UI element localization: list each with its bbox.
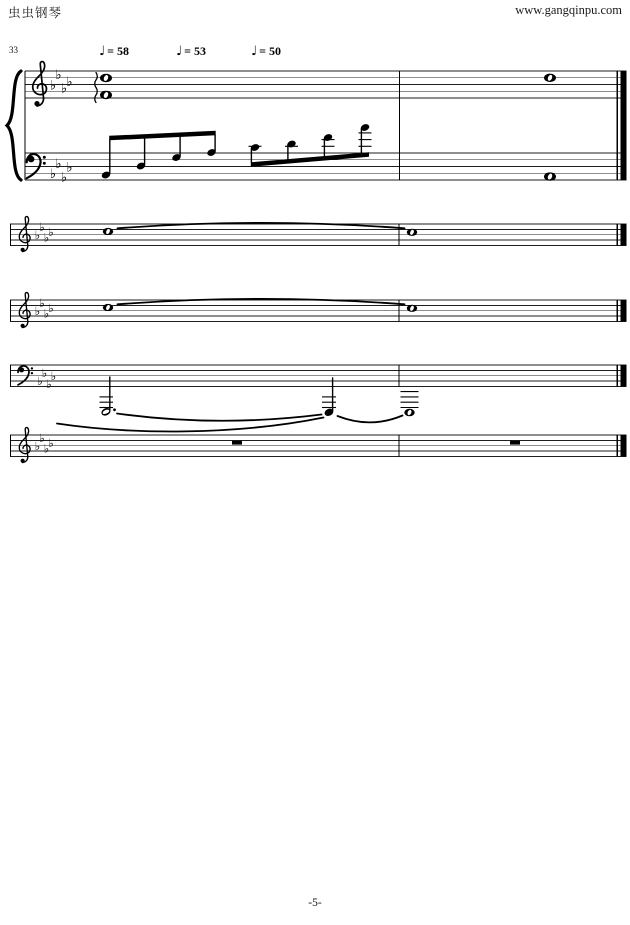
staff-lines [10,300,627,321]
svg-text:♭: ♭ [55,156,62,172]
whole-rest [232,441,242,445]
whole-note [407,305,417,312]
svg-text:♭: ♭ [39,430,45,445]
treble-clef-icon [19,217,30,252]
svg-text:♭: ♭ [49,167,57,183]
dotted-half-note [100,377,116,417]
svg-text:♭: ♭ [43,441,50,456]
svg-text:♭: ♭ [46,376,52,391]
staff-lines [10,435,627,456]
whole-note [401,392,419,417]
staff-3 [10,293,627,328]
treble-clef-icon [33,62,47,107]
barline [399,224,400,245]
site-name: 虫虫钢琴 [8,6,63,20]
final-barline [617,71,627,180]
system-1-grand-staff [7,62,627,186]
whole-rest [510,441,520,445]
svg-text:♭: ♭ [43,230,50,245]
svg-text:♭: ♭ [55,68,62,84]
whole-note [103,304,113,311]
staff-2 [10,217,627,252]
svg-text:♭: ♭ [34,227,41,242]
quarter-note-icon: ♩ [99,44,106,59]
tempo-value: = 50 [259,44,281,58]
page-number: -5- [308,897,322,909]
tempo-value: = 58 [107,44,129,58]
staff-lines [10,365,627,389]
svg-text:♭: ♭ [66,74,73,90]
svg-text:♭: ♭ [34,438,41,453]
svg-text:♭: ♭ [60,170,68,186]
svg-text:♭: ♭ [43,306,50,321]
whole-note [544,172,556,180]
svg-text:♭: ♭ [48,301,54,316]
treble-clef-icon [19,293,30,328]
svg-text:♭: ♭ [41,366,48,381]
tie [117,414,322,421]
key-signature [50,68,73,185]
staff-lines [25,71,627,183]
svg-text:♭: ♭ [60,81,68,97]
quarter-note-icon: ♩ [251,44,258,59]
staff-4 [10,365,627,431]
whole-note [407,229,417,236]
svg-text:♭: ♭ [39,219,45,234]
quarter-note-icon: ♩ [176,44,183,59]
measure-number: 33 [9,45,18,55]
quarter-note [322,378,336,417]
svg-text:♭: ♭ [39,295,45,310]
eighth-note-group-2 [249,123,372,167]
barline [399,365,400,386]
tempo-value: = 53 [184,44,206,58]
barline [399,435,400,456]
staff-5 [10,428,627,463]
svg-text:♭: ♭ [49,78,57,94]
treble-clef-icon [19,428,30,463]
site-url: www.gangqinpu.com [515,3,622,17]
brace-icon [7,71,21,180]
tie [338,416,403,423]
barline [399,71,400,180]
eighth-note-group-1 [101,131,217,180]
svg-text:♭: ♭ [50,368,57,383]
staff-lines [10,224,627,245]
whole-note [544,74,556,82]
svg-text:♭: ♭ [48,225,54,240]
svg-text:♭: ♭ [48,436,54,451]
barline [399,300,400,321]
svg-text:♭: ♭ [37,374,43,389]
whole-note [103,228,113,235]
svg-text:♭: ♭ [66,160,73,176]
svg-text:♭: ♭ [34,303,41,318]
